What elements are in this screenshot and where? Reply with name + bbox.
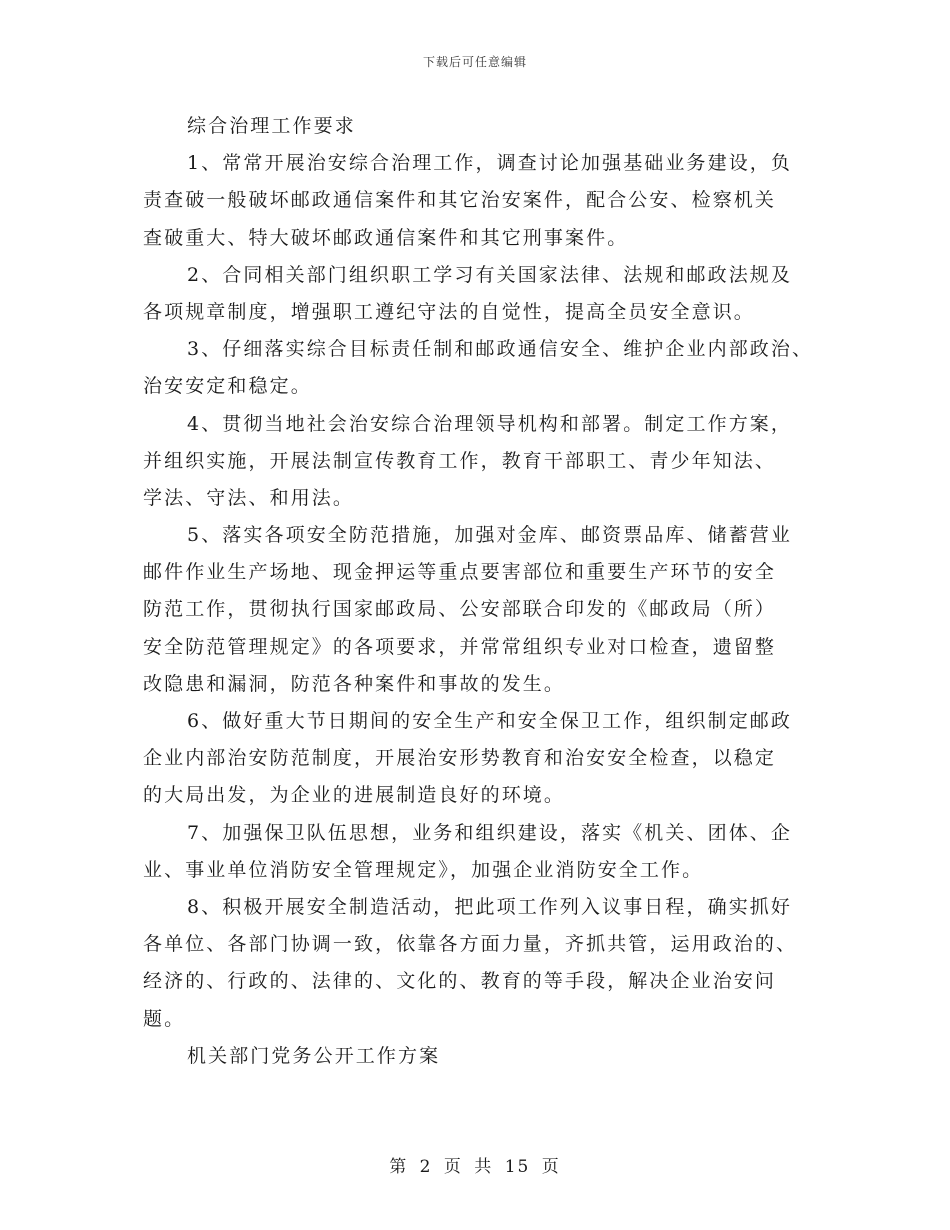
page-header: 下载后可任意编辑 [422, 55, 527, 69]
text-line: 防范工作，贯彻执行国家邮政局、公安部联合印发的《邮政局（所） [143, 598, 777, 621]
text-line: 责查破一般破坏邮政通信案件和其它治安案件，配合公安、检察机关 [143, 189, 777, 212]
text-line: 5、落实各项安全防范措施，加强对金库、邮资票品库、储蓄营业 [187, 524, 792, 547]
text-line: 邮件作业生产场地、现金押运等重点要害部位和重要生产环节的安全 [143, 561, 777, 584]
text-line: 查破重大、特大破坏邮政通信案件和其它刑事案件。 [143, 226, 629, 249]
text-line: 3、仔细落实综合目标责任制和邮政通信安全、维护企业内部政治、 [187, 338, 814, 361]
text-line: 企业内部治安防范制度，开展治安形势教育和治安安全检查，以稳定 [143, 747, 777, 770]
text-line: 业、事业单位消防安全管理规定》，加强企业消防安全工作。 [143, 858, 704, 881]
text-line: 各项规章制度，增强职工遵纪守法的自觉性，提高全员安全意识。 [143, 300, 755, 323]
page-number-footer: 第 2 页 共 15 页 [389, 1157, 561, 1177]
text-line: 安全防范管理规定》的各项要求，并常常组织专业对口检查，遗留整 [143, 635, 777, 658]
text-line: 治安安定和稳定。 [143, 375, 312, 398]
text-line: 改隐患和漏洞，防范各种案件和事故的发生。 [143, 672, 566, 695]
text-line: 2、合同相关部门组织职工学习有关国家法律、法规和邮政法规及 [187, 263, 792, 286]
text-line: 并组织实施，开展法制宣传教育工作，教育干部职工、青少年知法、 [143, 449, 777, 472]
text-line: 题。 [143, 1007, 186, 1030]
text-line: 学法、守法、和用法。 [143, 486, 355, 509]
text-line: 综合治理工作要求 [187, 115, 356, 137]
text-line: 1、常常开展治安综合治理工作，调查讨论加强基础业务建设，负 [187, 152, 792, 175]
text-line: 4、贯彻当地社会治安综合治理领导机构和部署。制定工作方案， [187, 412, 792, 435]
text-line: 的大局出发，为企业的进展制造良好的环境。 [143, 784, 566, 807]
text-line: 各单位、各部门协调一致，依靠各方面力量，齐抓共管，运用政治的、 [143, 933, 798, 956]
text-line: 7、加强保卫队伍思想，业务和组织建设，落实《机关、团体、企 [187, 821, 792, 844]
text-line: 6、做好重大节日期间的安全生产和安全保卫工作，组织制定邮政 [187, 710, 792, 732]
document-body [143, 108, 823, 1075]
text-line: 机关部门党务公开工作方案 [187, 1044, 441, 1067]
text-line: 经济的、行政的、法律的、文化的、教育的等手段，解决企业治安问 [143, 970, 777, 993]
text-line: 8、积极开展安全制造活动，把此项工作列入议事日程，确实抓好 [187, 895, 792, 918]
